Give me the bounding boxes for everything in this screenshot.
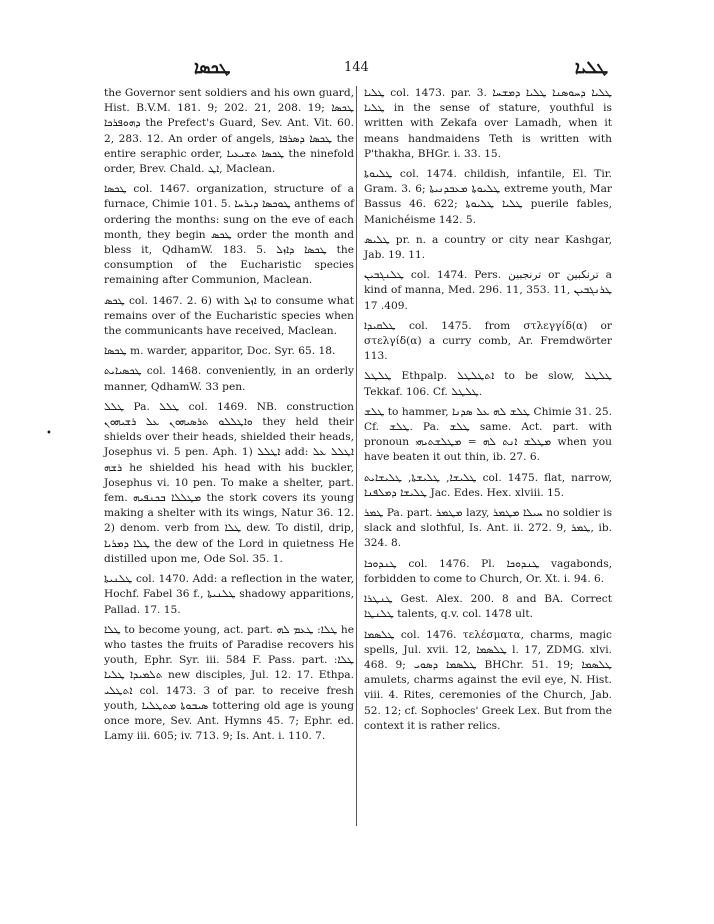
entry-10: ܛܠܝܘܬܐ col. 1474. childish, infantile, El. Tir. Gram. 3. 6; ܛܠܝܘܬܐ ܡܥܒܕܢܝܬܐ extreme youth, Mar Bassus 46. 622; ܛܠܝܐ ܛܠܝܘܬܐ puerile fables, Manichéisme 142. 5. [364,168,612,226]
entry-15: ܛܠܫ to hammer, ܛܠܫ ܠܗ ܥܠ ܣܕܢܐ Chimie 31. 25. Cf. ܛܠܫ. Pa. ܛܠܫ same. Act. part. with pronoun ܡܛܠܫ ܐܢܬ ܠܗ = ܡܛܠܫܬܝܗܝ when you have beaten it out thin, ib. 27. 6. [364,405,612,464]
page-number: 144 [344,60,369,75]
left-column [104,86,354,749]
running-head-left: ܛܟܣܐ [194,58,231,78]
entry-18: ܛܢܕܘܟܐ col. 1476. Pl. ܛܢܕܘܟܐ vagabonds, forbidden to come to Church, Or. Xt. i. 94. 6. [364,557,612,585]
entry-5: ܛܟܣܝܐܝܬ col. 1468. conveniently, in an orderly manner, QdhamW. 33 pen. [104,365,354,393]
entry-9: ܛܠܝܐ col. 1473. par. 3. ܛܠܝܐ ܕܚܘܣܢܐ ܛܠܝܐ ܕܡܫܚܐ ܛܠܝܐ in the sense of stature, youthful is written with Zekafa over Lamadh, when it means handmaidens Teth is written with P'thakha, BHGr. i. 33. 15. [364,87,612,160]
entry-12: ܛܠܢܓܒܝܢ col. 1474. Pers. ترنجبين or ترنکبين a kind of manna, Med. 296. 11, 353. 11, ܛܪܢܓܒܝܢ 409. 17. [364,269,612,312]
entry-13: ܛܠܩܝܕܐ col. 1475. from στλεγγίδ(α) or στελγίδ(α) a curry comb, Ar. Fremdwörter 113. [364,319,612,363]
entry-17: ܛܡܪ Pa. part. ܡܛܡܪ lazy, ܚܝܠܐ ܡܛܡܪ no soldier is slack and slothful, Is. Ant. ii. 272. 9, ܛܡܪ, ib. 324. 8. [364,507,613,550]
entry-7: ܛܠܢܝܬܐ col. 1470. Add: a reflection in the water, Hochf. Fabel 36 f., ܛܠܢܝܬܐ shadowy apparitions, Pallad. 17. 15. [104,573,354,616]
entry-6: ܛܠܠ Pa. ܛܠܠ col. 1469. NB. construction ܘܐܛܠܠܘ ܬܪܣܝܗܘܢ ܥܠ ܪܫܝܗܘܢ they held their shields over their heads, shielded their heads, Josephus vi. 5 pen. Aph. 1) ܐܛܠܠ add: ܐܛܠܠ ܥܠ ܪܫܗ he shielded his head with his buckler, Josephus vi. 10 pen. To make a shelter, part. fem. ܡܛܠܠܐ ܒܟܢܦܝܗ the stork covers its young making a shelter with its wings, Natur 36. 12. 2) denom. verb from ܛܠܐ dew. To distil, drip, ܛܠܐ ܕܡܪܝܐ the dew of the Lord in quietness He distilled upon me, Ode Sol. 35. 1. [104,400,354,565]
entry-16: ܛܠܝܫܐ, ܛܠܝܫܬܐ, ܛܠܝܫܐܝܬ col. 1475. flat, narrow, ܛܠܝܫܐ ܕܡܠܦܢܐ Jac. Edes. Hex. xlviii. 15. [364,471,612,499]
entry-20: ܛܠܣܡܐ col. 1476. τελέσματα, charms, magic spells, Jul. xvii. 12, ܛܠܣܡܐ l. 17, ZDMG. xlvi. 468. 9; ܛܠܣܡܐ ܕܣܘܝ BHChr. 51. 19; ܛܠܣܡܐ amulets, charms against the evil eye, N. Hist. viii. 4. Rites, ceremonies of the Church, Jab. 52. 12; cf. Sophocles' Greek Lex. But from the context it is rather relics. [364,628,612,732]
margin-mark: • [46,428,52,439]
entry-8: ܛܠܐ to become young, act. part. ܛܠܐ: ܛܥܡ ܠܗ he who tastes the fruits of Paradise recovers his youth, Ephr. Syr. iii. 584 F. Pass. part. ܛܠܐ: ܬܠܡܝܕܐ ܛܠܝܐ new disciples, Jul. 12. 17. Ethpa. ܐܬܛܠܝ col. 1473. 3 of par. to receive fresh youth, ܣܝܒܘܬܐ ܡܬܛܠܝܐ tottering old age is young once more, Sev. Ant. Hymns 45. 7; Ephr. ed. Lamy iii. 605; iv. 713. 9; Is. Ant. i. 110. 7. [104,623,354,743]
column-divider [356,86,357,826]
entry-19: ܛܢܛܪܐ Gest. Alex. 200. 8 and BA. Correct ܛܠܢܛܐ talents, q.v. col. 1478 ult. [364,593,612,621]
entry-14: ܛܠܛܠ Ethpalp. ܐܬܛܠܛܠ to be slow, ܛܠܛܠ Tekkaf. 106. Cf. ܛܠܛܠ. [364,370,612,398]
entry-4: ܛܟܣܐ m. warder, apparitor, Doc. Syr. 65. 18. [104,345,336,358]
entry-2: ܛܟܣܐ col. 1467. organization, structure of a furnace, Chimie 101. 5. ܛܘܟܣܐ ܕܝܪܚܐ anthems of ordering the months: sung on the eve of each month, they begin ܛܟܣ order the month and bless it, QdhamW. 183. 5. ܛܟܣܐ ܕܐܙܠ the consumption of the Eucharistic species remaining after Communion, Maclean. [104,183,354,287]
entry-3: ܛܟܣ col. 1467. 2. 6) with ܐܙܠ to consume what remains over of the Eucharistic species when the communicants have received, Maclean. [104,294,354,338]
running-head-right: ܛܠܝܐ [574,58,608,78]
entry-1: the Governor sent soldiers and his own guard, Hist. B.V.M. 181. 9; 202. 21, 208. 19; ܛܟܣܐ ܕܗܘܦܪܟܐ the Prefect's Guard, Sev. Ant. Vit. 60. 2, 283. 12. An order of angels, ܛܟܣܐ ܕܣܪܦܐ the entire seraphic order, ܛܟܣܐ ܬܫܝܥܝܐ the ninefold order, Brev. Chald. ܐܛ, Maclean. [104,87,355,176]
right-column [364,86,612,739]
page-header [104,58,612,80]
entry-11: ܛܠܝܣ pr. n. a country or city near Kashgar, Jab. 19. 11. [364,233,612,262]
